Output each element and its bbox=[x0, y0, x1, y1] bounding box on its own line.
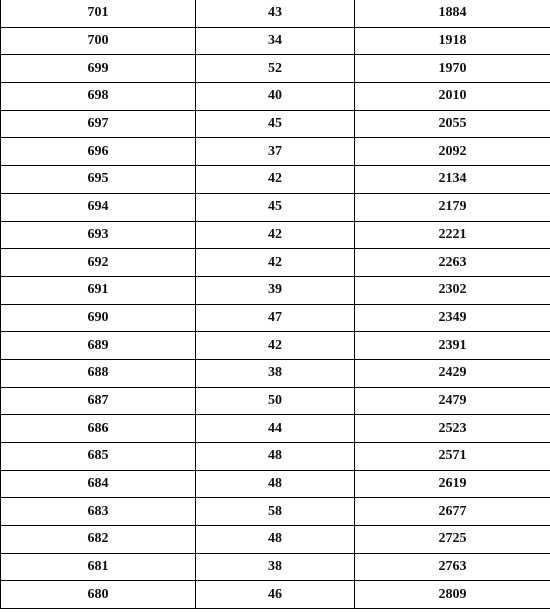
score-cell: 690 bbox=[1, 304, 196, 332]
count-cell: 48 bbox=[196, 526, 355, 554]
cumulative-cell: 2391 bbox=[355, 332, 550, 360]
count-cell: 42 bbox=[196, 166, 355, 194]
cumulative-cell: 2479 bbox=[355, 387, 550, 415]
cumulative-cell: 2010 bbox=[355, 83, 550, 111]
count-cell: 42 bbox=[196, 221, 355, 249]
score-cell: 689 bbox=[1, 332, 196, 360]
table-row bbox=[1, 387, 550, 415]
count-cell: 38 bbox=[196, 359, 355, 387]
table-row bbox=[1, 55, 550, 83]
cumulative-cell: 2429 bbox=[355, 359, 550, 387]
count-cell: 48 bbox=[196, 470, 355, 498]
count-cell: 47 bbox=[196, 304, 355, 332]
table-row bbox=[1, 138, 550, 166]
count-cell: 37 bbox=[196, 138, 355, 166]
table-row bbox=[1, 83, 550, 111]
score-cell: 687 bbox=[1, 387, 196, 415]
cumulative-cell: 1918 bbox=[355, 27, 550, 55]
score-cell: 697 bbox=[1, 110, 196, 138]
table-row bbox=[1, 276, 550, 304]
score-cell: 680 bbox=[1, 581, 196, 609]
count-cell: 48 bbox=[196, 443, 355, 471]
cumulative-cell: 2677 bbox=[355, 498, 550, 526]
cumulative-cell: 2725 bbox=[355, 526, 550, 554]
table-row bbox=[1, 332, 550, 360]
score-cell: 699 bbox=[1, 55, 196, 83]
count-cell: 42 bbox=[196, 249, 355, 277]
table-row bbox=[1, 27, 550, 55]
cumulative-cell: 2571 bbox=[355, 443, 550, 471]
count-cell: 45 bbox=[196, 193, 355, 221]
table-row bbox=[1, 498, 550, 526]
cumulative-cell: 2809 bbox=[355, 581, 550, 609]
score-cell: 694 bbox=[1, 193, 196, 221]
cumulative-cell: 2092 bbox=[355, 138, 550, 166]
count-cell: 50 bbox=[196, 387, 355, 415]
count-cell: 52 bbox=[196, 55, 355, 83]
score-cell: 695 bbox=[1, 166, 196, 194]
table-row bbox=[1, 359, 550, 387]
count-cell: 44 bbox=[196, 415, 355, 443]
cumulative-cell: 2179 bbox=[355, 193, 550, 221]
table-row bbox=[1, 110, 550, 138]
cumulative-cell: 2134 bbox=[355, 166, 550, 194]
score-cell: 686 bbox=[1, 415, 196, 443]
table-row bbox=[1, 221, 550, 249]
score-cell: 685 bbox=[1, 443, 196, 471]
cumulative-cell: 2055 bbox=[355, 110, 550, 138]
table-row bbox=[1, 193, 550, 221]
count-cell: 39 bbox=[196, 276, 355, 304]
count-cell: 38 bbox=[196, 553, 355, 581]
score-cell: 691 bbox=[1, 276, 196, 304]
table-row bbox=[1, 470, 550, 498]
cumulative-cell: 2302 bbox=[355, 276, 550, 304]
table-row bbox=[1, 249, 550, 277]
table-body bbox=[1, 0, 550, 609]
count-cell: 45 bbox=[196, 110, 355, 138]
score-cell: 681 bbox=[1, 553, 196, 581]
cumulative-cell: 2523 bbox=[355, 415, 550, 443]
table-row bbox=[1, 0, 550, 27]
score-cell: 692 bbox=[1, 249, 196, 277]
table-row bbox=[1, 166, 550, 194]
score-cell: 698 bbox=[1, 83, 196, 111]
score-cell: 684 bbox=[1, 470, 196, 498]
score-cell: 682 bbox=[1, 526, 196, 554]
table-row bbox=[1, 581, 550, 609]
count-cell: 58 bbox=[196, 498, 355, 526]
count-cell: 43 bbox=[196, 0, 355, 27]
cumulative-cell: 2619 bbox=[355, 470, 550, 498]
cumulative-cell: 1970 bbox=[355, 55, 550, 83]
table-row bbox=[1, 443, 550, 471]
score-cell: 693 bbox=[1, 221, 196, 249]
count-cell: 46 bbox=[196, 581, 355, 609]
table-row bbox=[1, 553, 550, 581]
cumulative-cell: 2263 bbox=[355, 249, 550, 277]
cumulative-cell: 1884 bbox=[355, 0, 550, 27]
table-row bbox=[1, 415, 550, 443]
score-cell: 683 bbox=[1, 498, 196, 526]
count-cell: 40 bbox=[196, 83, 355, 111]
cumulative-cell: 2349 bbox=[355, 304, 550, 332]
score-cell: 696 bbox=[1, 138, 196, 166]
table-row bbox=[1, 526, 550, 554]
cumulative-cell: 2221 bbox=[355, 221, 550, 249]
score-cell: 701 bbox=[1, 0, 196, 27]
count-cell: 42 bbox=[196, 332, 355, 360]
score-cell: 700 bbox=[1, 27, 196, 55]
count-cell: 34 bbox=[196, 27, 355, 55]
table-row bbox=[1, 304, 550, 332]
cumulative-cell: 2763 bbox=[355, 553, 550, 581]
score-cell: 688 bbox=[1, 359, 196, 387]
